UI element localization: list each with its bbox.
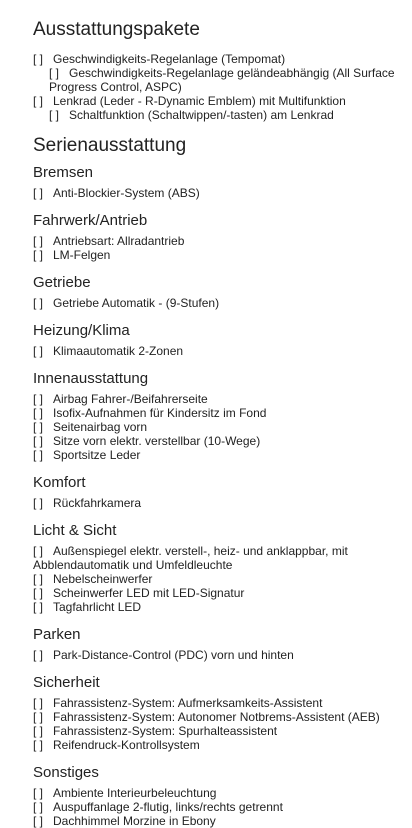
checkbox-mark[interactable]: [ ] xyxy=(33,738,44,752)
category-list xyxy=(33,234,398,262)
item-label: Anti-Blockier-System (ABS) xyxy=(53,186,200,200)
checkbox-mark[interactable]: [ ] xyxy=(33,544,44,558)
checklist-item xyxy=(33,296,398,310)
item-label: Ambiente Interieurbeleuchtung xyxy=(53,786,217,800)
checklist-item xyxy=(33,434,398,448)
item-label: Isofix-Aufnahmen für Kindersitz im Fond xyxy=(53,406,267,420)
checkbox-mark[interactable]: [ ] xyxy=(33,392,44,406)
item-label: Getriebe Automatik - (9-Stufen) xyxy=(53,296,220,310)
checklist-item xyxy=(33,108,398,122)
item-label: LM-Felgen xyxy=(53,248,111,262)
item-label: Park-Distance-Control (PDC) vorn und hinten xyxy=(53,648,294,662)
checklist-item xyxy=(33,66,398,94)
checkbox-mark[interactable]: [ ] xyxy=(33,420,44,434)
checkbox-mark[interactable]: [ ] xyxy=(33,94,44,108)
checklist-item xyxy=(33,738,398,752)
item-label: Auspuffanlage 2-flutig, links/rechts getrennt xyxy=(53,800,283,814)
section-title-ausstattungspakete: Ausstattungspakete xyxy=(33,19,200,40)
checklist-item xyxy=(33,448,398,462)
checkbox-mark[interactable]: [ ] xyxy=(33,710,44,724)
category-list xyxy=(33,392,398,462)
serie-categories xyxy=(33,164,398,828)
item-label: Tagfahrlicht LED xyxy=(53,600,142,614)
checklist-item xyxy=(33,186,398,200)
item-label: Rückfahrkamera xyxy=(53,496,142,510)
category-list xyxy=(33,344,398,358)
item-label: Antriebsart: Allradantrieb xyxy=(53,234,185,248)
category-title: Komfort xyxy=(33,474,86,491)
category-title: Licht & Sicht xyxy=(33,522,117,539)
item-label: Fahrassistenz-System: Spurhalteassistent xyxy=(53,724,278,738)
checkbox-mark[interactable]: [ ] xyxy=(33,696,44,710)
item-label: Außenspiegel elektr. verstell-, heiz- und anklappbar, mit Abblendautomatik und Umfeldleuchte xyxy=(33,544,348,572)
checklist-item xyxy=(33,94,398,108)
item-label: Dachhimmel Morzine in Ebony xyxy=(53,814,216,828)
checkbox-mark[interactable]: [ ] xyxy=(33,814,44,828)
checklist-item xyxy=(33,572,398,586)
category-list xyxy=(33,296,398,310)
category-title: Innenausstattung xyxy=(33,370,149,387)
item-label: Nebelscheinwerfer xyxy=(53,572,153,586)
checkbox-mark[interactable]: [ ] xyxy=(33,600,44,614)
pakete-list xyxy=(33,52,398,122)
checklist-item xyxy=(33,392,398,406)
checkbox-mark[interactable]: [ ] xyxy=(33,448,44,462)
item-label: Sportsitze Leder xyxy=(53,448,141,462)
item-label: Scheinwerfer LED mit LED-Signatur xyxy=(53,586,245,600)
section-title-serienausstattung: Serienausstattung xyxy=(33,135,187,156)
item-label: Schaltfunktion (Schaltwippen/-tasten) am Lenkrad xyxy=(69,108,334,122)
checklist-item xyxy=(33,248,398,262)
checkbox-mark[interactable]: [ ] xyxy=(49,108,60,122)
checkbox-mark[interactable]: [ ] xyxy=(33,52,44,66)
item-label: Reifendruck-Kontrollsystem xyxy=(53,738,200,752)
checklist-item xyxy=(33,234,398,248)
checklist-item xyxy=(33,344,398,358)
category-title: Getriebe xyxy=(33,274,91,291)
checkbox-mark[interactable]: [ ] xyxy=(33,406,44,420)
item-label: Klimaautomatik 2-Zonen xyxy=(53,344,184,358)
checkbox-mark[interactable]: [ ] xyxy=(33,586,44,600)
category-list xyxy=(33,648,398,662)
checkbox-mark[interactable]: [ ] xyxy=(33,344,44,358)
item-label: Geschwindigkeits-Regelanlage geländeabhängig (All Surface Progress Control, ASPC) xyxy=(49,66,395,94)
checklist-item xyxy=(33,600,398,614)
checkbox-mark[interactable]: [ ] xyxy=(33,800,44,814)
checklist-item xyxy=(33,52,398,66)
category-list xyxy=(33,544,398,614)
item-label: Fahrassistenz-System: Aufmerksamkeits-Assistent xyxy=(53,696,323,710)
checklist-item xyxy=(33,420,398,434)
checklist-item xyxy=(33,710,398,724)
checklist-item xyxy=(33,800,398,814)
checkbox-mark[interactable]: [ ] xyxy=(33,648,44,662)
checklist-item xyxy=(33,724,398,738)
item-label: Lenkrad (Leder - R-Dynamic Emblem) mit Multifunktion xyxy=(53,94,346,108)
checkbox-mark[interactable]: [ ] xyxy=(33,234,44,248)
checklist-item xyxy=(33,586,398,600)
checklist-item xyxy=(33,544,398,572)
checklist-item xyxy=(33,648,398,662)
checklist-item xyxy=(33,786,398,800)
category-title: Bremsen xyxy=(33,164,94,181)
checkbox-mark[interactable]: [ ] xyxy=(33,724,44,738)
checklist-item xyxy=(33,406,398,420)
checkbox-mark[interactable]: [ ] xyxy=(33,186,44,200)
checklist-item xyxy=(33,696,398,710)
category-title: Sicherheit xyxy=(33,674,100,691)
category-title: Parken xyxy=(33,626,81,643)
checkbox-mark[interactable]: [ ] xyxy=(33,434,44,448)
item-label: Airbag Fahrer-/Beifahrerseite xyxy=(53,392,208,406)
category-title: Sonstiges xyxy=(33,764,99,781)
checklist-item xyxy=(33,496,398,510)
checkbox-mark[interactable]: [ ] xyxy=(33,248,44,262)
category-title: Heizung/Klima xyxy=(33,322,130,339)
item-label: Sitze vorn elektr. verstellbar (10-Wege) xyxy=(53,434,261,448)
checklist-item xyxy=(33,814,398,828)
checkbox-mark[interactable]: [ ] xyxy=(33,296,44,310)
category-title: Fahrwerk/Antrieb xyxy=(33,212,148,229)
category-list xyxy=(33,496,398,510)
category-list xyxy=(33,786,398,828)
category-list xyxy=(33,186,398,200)
category-list xyxy=(33,696,398,752)
checkbox-mark[interactable]: [ ] xyxy=(49,66,60,80)
checkbox-mark[interactable]: [ ] xyxy=(33,786,44,800)
item-label: Seitenairbag vorn xyxy=(53,420,148,434)
checkbox-mark[interactable]: [ ] xyxy=(33,572,44,586)
item-label: Geschwindigkeits-Regelanlage (Tempomat) xyxy=(53,52,286,66)
checkbox-mark[interactable]: [ ] xyxy=(33,496,44,510)
item-label: Fahrassistenz-System: Autonomer Notbrems-Assistent (AEB) xyxy=(53,710,380,724)
